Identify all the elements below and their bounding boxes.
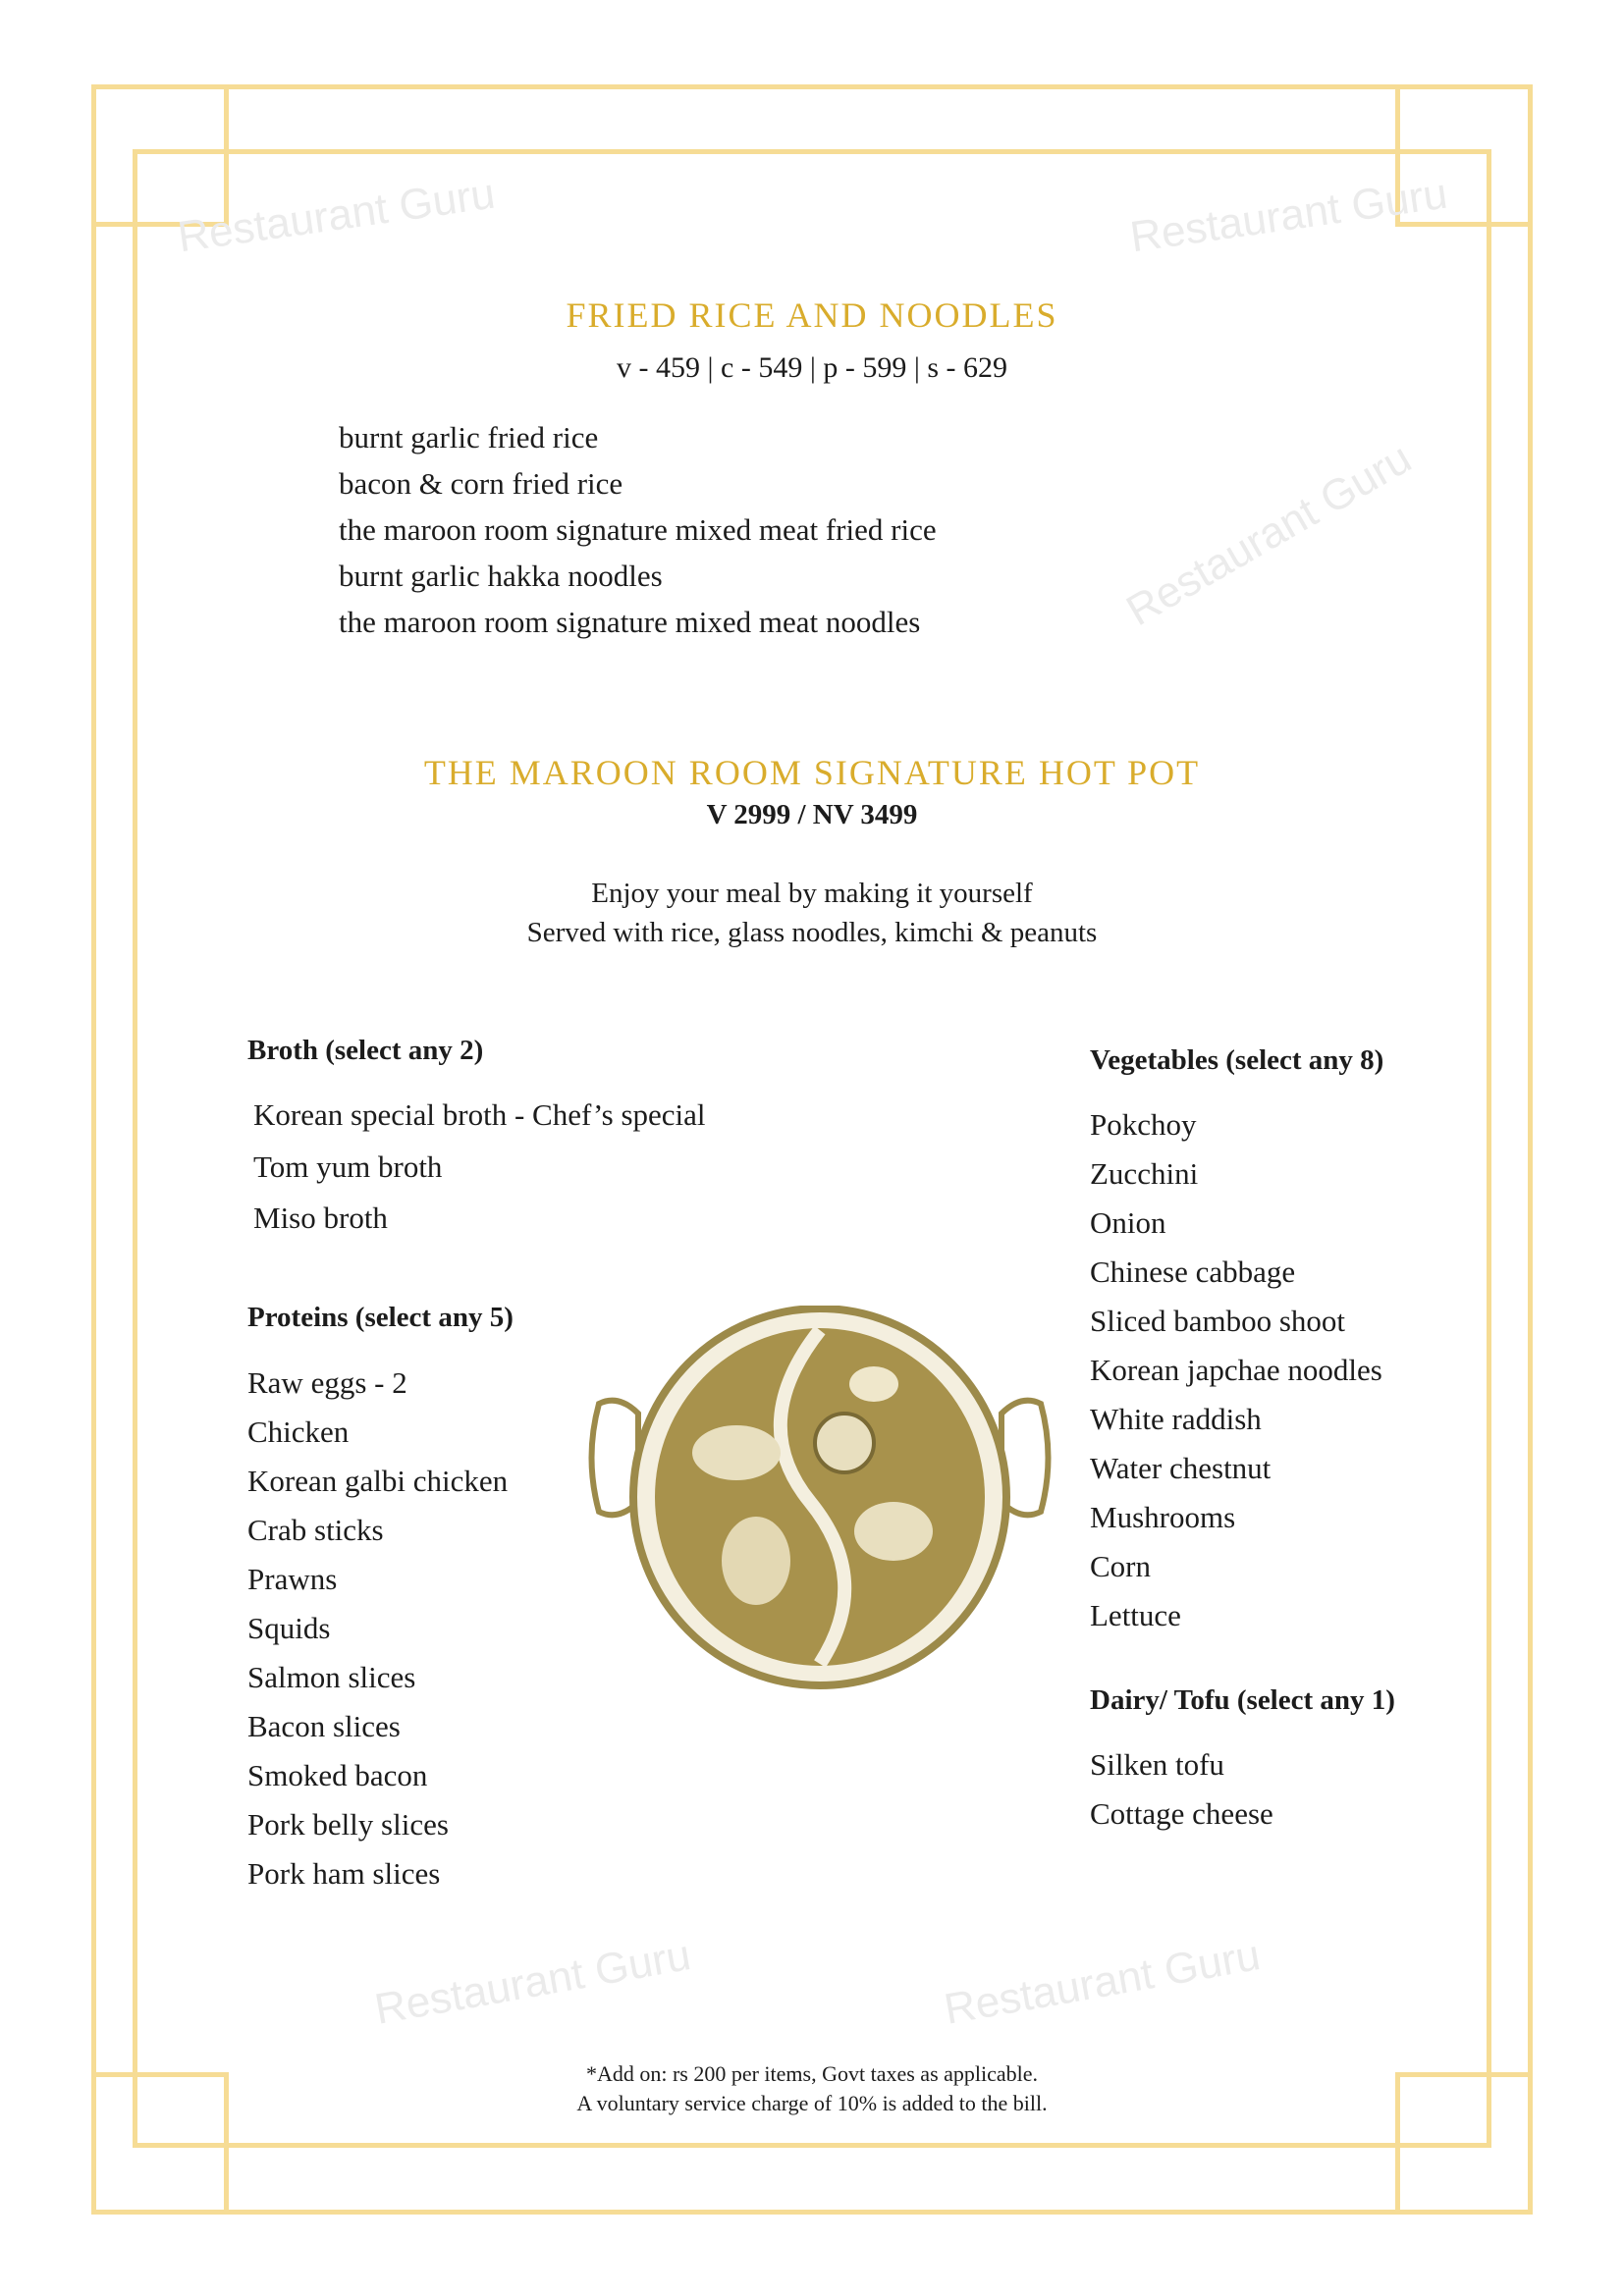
vegetables-item: Lettuce xyxy=(1090,1598,1181,1632)
proteins-item: Pork ham slices xyxy=(247,1856,441,1891)
section-prices: v - 459 | c - 549 | p - 599 | s - 629 xyxy=(617,351,1007,384)
menu-item: the maroon room signature mixed meat noodles xyxy=(339,605,921,639)
vegetables-item: Mushrooms xyxy=(1090,1500,1236,1534)
proteins-item: Prawns xyxy=(247,1562,338,1596)
hot-pot-description: Served with rice, glass noodles, kimchi & peanuts xyxy=(526,917,1098,948)
section-title-hot-pot: THE MAROON ROOM SIGNATURE HOT POT xyxy=(423,753,1201,792)
broth-item: Miso broth xyxy=(253,1201,388,1235)
watermark: Restaurant Guru xyxy=(175,169,499,262)
proteins-item: Pork belly slices xyxy=(247,1807,449,1842)
watermark: Restaurant Guru xyxy=(941,1931,1264,2034)
hot-pot-prices: V 2999 / NV 3499 xyxy=(706,799,918,830)
vegetables-item: Pokchoy xyxy=(1090,1107,1197,1142)
menu-item: the maroon room signature mixed meat fried rice xyxy=(339,512,937,547)
proteins-item: Crab sticks xyxy=(247,1513,384,1547)
vegetables-heading: Vegetables (select any 8) xyxy=(1090,1044,1384,1076)
proteins-item: Smoked bacon xyxy=(247,1758,428,1792)
watermark: Restaurant Guru xyxy=(1127,169,1451,262)
menu-item: bacon & corn fried rice xyxy=(339,466,623,501)
watermark: Restaurant Guru xyxy=(1118,434,1420,636)
proteins-item: Salmon slices xyxy=(247,1660,416,1694)
proteins-item: Squids xyxy=(247,1611,331,1645)
footer-note: *Add on: rs 200 per items, Govt taxes as applicable. xyxy=(585,2061,1039,2086)
broth-heading: Broth (select any 2) xyxy=(247,1035,484,1066)
menu-item: burnt garlic hakka noodles xyxy=(339,559,663,593)
vegetables-item: White raddish xyxy=(1090,1402,1262,1436)
proteins-item: Chicken xyxy=(247,1415,350,1449)
proteins-item: Bacon slices xyxy=(247,1709,401,1743)
dairy-item: Silken tofu xyxy=(1090,1747,1224,1782)
section-title-fried-rice: FRIED RICE AND NOODLES xyxy=(566,295,1058,335)
dairy-heading: Dairy/ Tofu (select any 1) xyxy=(1090,1684,1395,1716)
vegetables-item: Water chestnut xyxy=(1090,1451,1272,1485)
corner-tl xyxy=(91,84,229,227)
vegetables-item: Korean japchae noodles xyxy=(1090,1353,1382,1387)
dairy-item: Cottage cheese xyxy=(1090,1796,1273,1831)
menu-item: burnt garlic fried rice xyxy=(339,420,599,454)
footer-note: A voluntary service charge of 10% is added to the bill. xyxy=(576,2091,1048,2115)
broth-item: Korean special broth - Chef’s special xyxy=(253,1097,706,1132)
proteins-heading: Proteins (select any 5) xyxy=(247,1302,514,1333)
vegetables-item: Sliced bamboo shoot xyxy=(1090,1304,1346,1338)
vegetables-item: Zucchini xyxy=(1090,1156,1199,1191)
vegetables-item: Onion xyxy=(1090,1205,1166,1240)
broth-item: Tom yum broth xyxy=(253,1149,443,1184)
proteins-item: Korean galbi chicken xyxy=(247,1464,509,1498)
vegetables-item: Chinese cabbage xyxy=(1090,1255,1296,1289)
hot-pot-description: Enjoy your meal by making it yourself xyxy=(591,878,1033,909)
vegetables-item: Corn xyxy=(1090,1549,1151,1583)
hot-pot-illustration xyxy=(579,1306,1060,1698)
watermark: Restaurant Guru xyxy=(371,1931,694,2034)
proteins-item: Raw eggs - 2 xyxy=(247,1365,407,1400)
border-inner xyxy=(133,149,1491,2148)
